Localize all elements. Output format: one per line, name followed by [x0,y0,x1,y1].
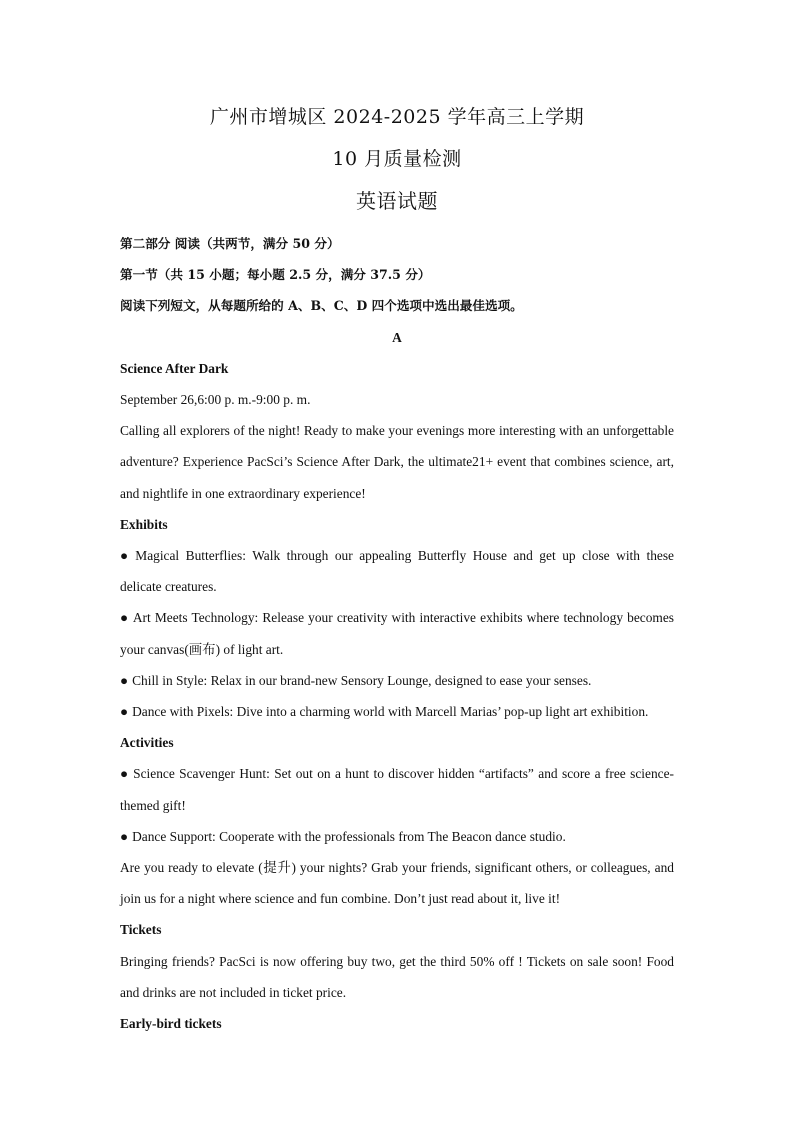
exhibit-text: Magical Butterflies: Walk through our appealing Butterfly House and get up close with these delicate creatures. [120,548,675,595]
bullet-icon: ● [120,610,129,626]
exhibit-item [120,665,674,696]
passage-label: A [392,329,402,345]
bullet-icon: ● [120,828,129,844]
closing-paragraph: Are you ready to elevate (提升) your nights? Grab your friends, significant others, or colleagues, and join us for a night where science and fun combine. Don’t just read about it, live it! [120,860,674,907]
passage-title: Science After Dark [120,360,229,376]
activity-item [120,758,674,820]
exhibit-item [120,696,674,727]
exam-title-line1: 广州市增城区 2024-2025 学年高三上学期 [209,106,585,128]
part-heading: 第二部分 阅读（共两节，满分 50 分） [120,236,340,251]
event-date: September 26,6:00 p. m.-9:00 p. m. [120,392,311,408]
exhibit-text: Chill in Style: Relax in our brand-new Sensory Lounge, designed to ease your senses. [132,672,592,688]
activity-text: Dance Support: Cooperate with the professionals from The Beacon dance studio. [132,828,566,844]
exhibits-heading: Exhibits [120,516,168,532]
directions: 阅读下列短文，从每题所给的 A、B、C、D 四个选项中选出最佳选项。 [120,298,523,314]
exam-title-line2: 10 月质量检测 [332,148,462,170]
activity-text: Science Scavenger Hunt: Set out on a hunt to discover hidden “artifacts” and score a free science-themed gift! [120,766,674,813]
bullet-icon: ● [120,766,130,782]
section-heading: 第一节（共 15 小题；每小题 2.5 分，满分 37.5 分） [120,267,431,283]
tickets-paragraph: Bringing friends? PacSci is now offering buy two, get the third 50% off ! Tickets on sale soon! Food and drinks are not included in ticket price. [120,953,674,1000]
bullet-icon: ● [120,672,129,688]
exhibit-item [120,540,674,602]
exhibit-text: Art Meets Technology: Release your creativity with interactive exhibits where technology becomes your canvas(画布) of light art. [120,610,674,657]
bullet-icon: ● [120,548,132,564]
bullet-icon: ● [120,704,129,720]
activity-item [120,821,674,852]
activities-heading: Activities [120,735,174,751]
exam-title-line3: 英语试题 [356,189,438,213]
exhibit-text: Dance with Pixels: Dive into a charming world with Marcell Marias’ pop-up light art exhibition. [132,704,649,720]
exhibit-item [120,602,674,664]
exam-content [120,228,674,1039]
intro-paragraph: Calling all explorers of the night! Ready to make your evenings more interesting with an unforgettable adventure? Experience PacSci’s Science After Dark, the ultimate21+ event that combines science, art, and nightlife in one extraordinary experience! [120,423,674,501]
tickets-heading: Tickets [120,922,162,938]
earlybird-heading: Early-bird tickets [120,1016,222,1032]
